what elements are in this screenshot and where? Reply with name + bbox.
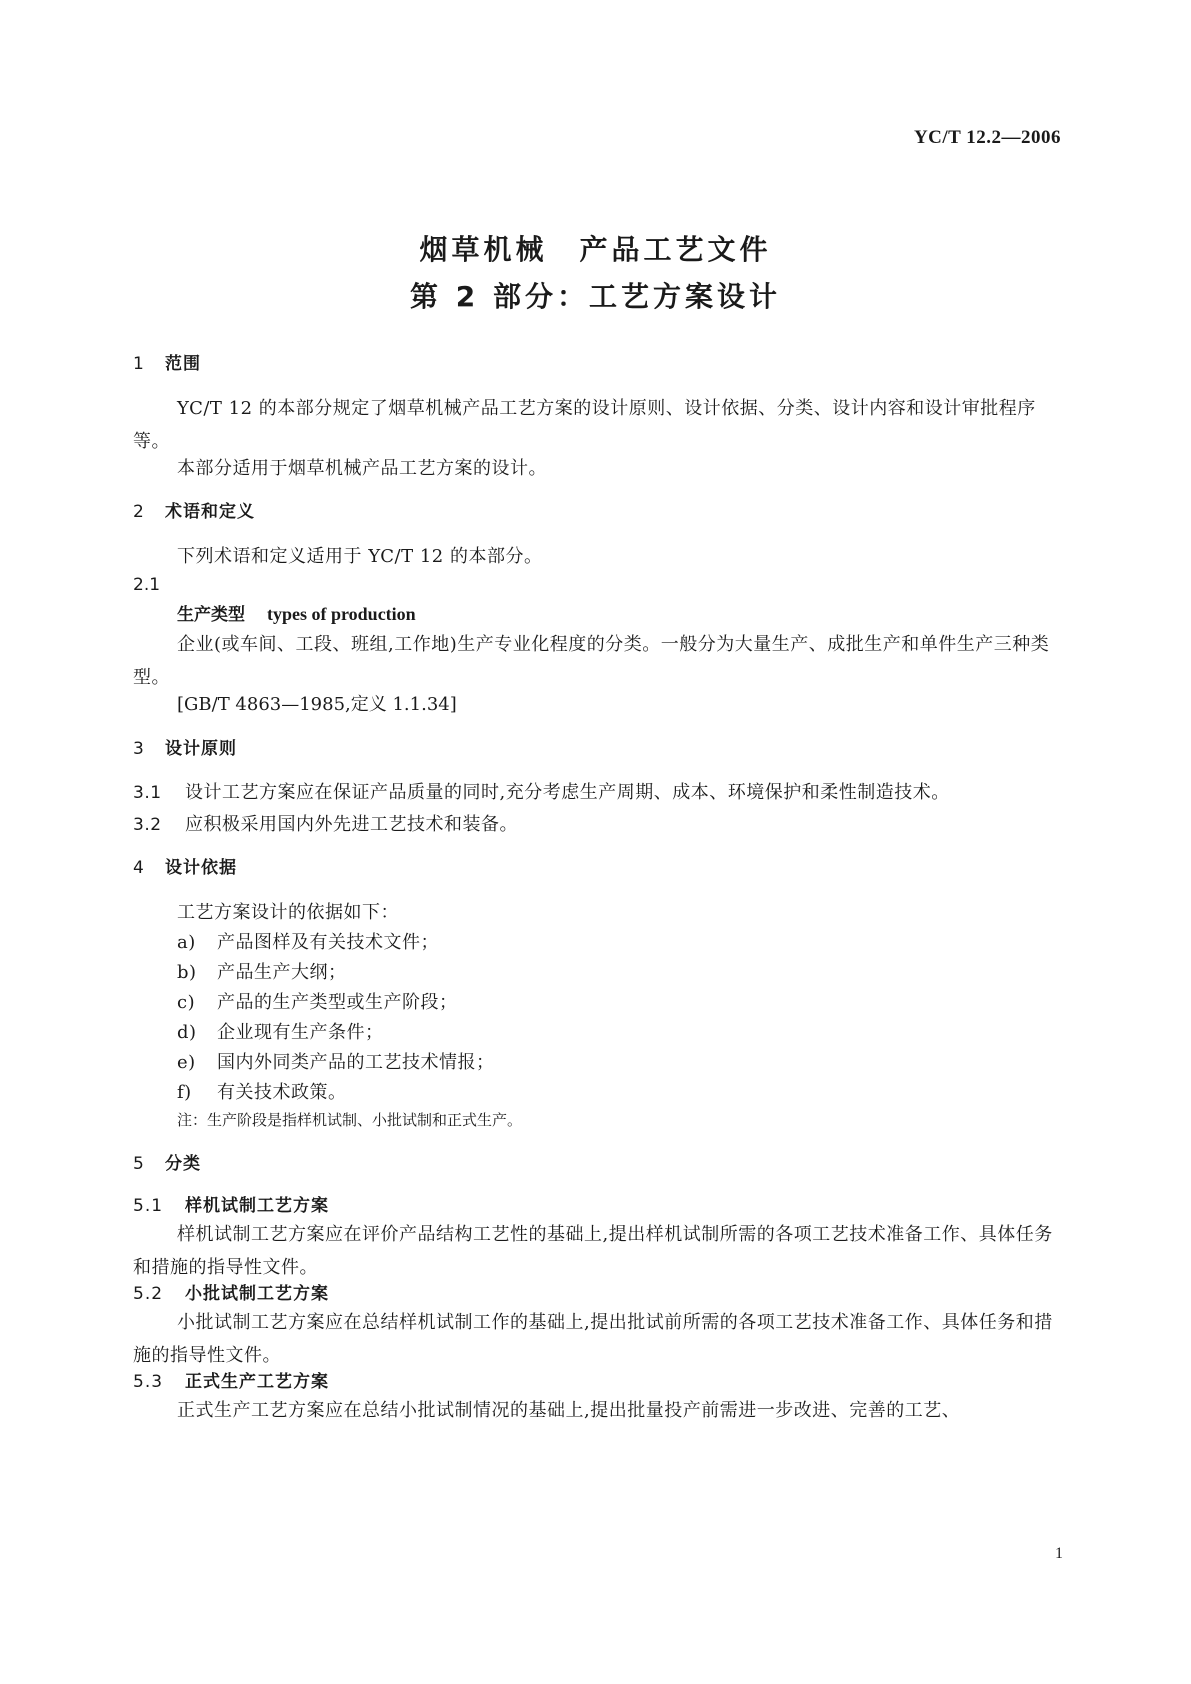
page-number: 1 (1055, 1545, 1063, 1562)
list-label: b) (177, 962, 197, 983)
subsection-number: 2.1 (133, 575, 161, 595)
section-title: 设计依据 (165, 858, 237, 878)
document-title-line2: 第 2 部分：工艺方案设计 (410, 280, 781, 313)
list-item (133, 956, 1107, 989)
section-number: 2 (133, 502, 145, 522)
term-source: [GB/T 4863—1985,定义 1.1.34] (177, 694, 457, 715)
section-title: 设计原则 (165, 739, 237, 759)
list-text: 有关技术政策。 (217, 1082, 347, 1103)
list-label: f) (177, 1082, 192, 1103)
term-english: types of production (267, 604, 416, 624)
list-item (133, 1016, 1107, 1049)
clause-3-2 (133, 808, 1063, 842)
subsection-5-2-text: 小批试制工艺方案应在总结样机试制工作的基础上,提出批试前所需的各项工艺技术准备工作、具体任务和措施的指导性文件。 (133, 1312, 1053, 1366)
clause-3-1 (133, 776, 1063, 810)
subsection-number: 5.2 (133, 1284, 164, 1304)
section-1-heading (133, 348, 1063, 381)
subsection-title: 小批试制工艺方案 (185, 1284, 329, 1304)
clause-number: 3.2 (133, 815, 162, 835)
section-2-paragraph-1: 下列术语和定义适用于 YC/T 12 的本部分。 (177, 546, 543, 567)
section-4-intro: 工艺方案设计的依据如下： (177, 902, 399, 923)
note: 注：生产阶段是指样机试制、小批试制和正式生产。 (177, 1111, 523, 1129)
clause-text: 应积极采用国内外先进工艺技术和装备。 (185, 814, 518, 835)
list-item (133, 986, 1107, 1019)
list-label: c) (177, 992, 196, 1013)
subsection-number: 5.3 (133, 1372, 164, 1392)
subsection-5-3-text: 正式生产工艺方案应在总结小批试制情况的基础上,提出批量投产前需进一步改进、完善的工艺、 (177, 1400, 961, 1421)
section-3-heading (133, 733, 1063, 766)
clause-text: 设计工艺方案应在保证产品质量的同时,充分考虑生产周期、成本、环境保护和柔性制造技术。 (185, 782, 950, 803)
list-text: 企业现有生产条件； (217, 1022, 384, 1043)
list-text: 产品图样及有关技术文件； (217, 932, 439, 953)
list-label: a) (177, 932, 196, 953)
section-1-paragraph-1: YC/T 12 的本部分规定了烟草机械产品工艺方案的设计原则、设计依据、分类、设计内容和设计审批程序等。 (133, 398, 1036, 452)
section-4-heading (133, 852, 1063, 885)
subsection-title: 样机试制工艺方案 (185, 1196, 329, 1216)
section-title: 分类 (165, 1154, 201, 1174)
section-title: 范围 (165, 354, 201, 374)
subsection-title: 正式生产工艺方案 (185, 1372, 329, 1392)
term-definition: 企业(或车间、工段、班组,工作地)生产专业化程度的分类。一般分为大量生产、成批生产和单件生产三种类型。 (133, 634, 1050, 688)
term-chinese: 生产类型 (177, 605, 245, 625)
section-number: 4 (133, 858, 145, 878)
list-text: 产品的生产类型或生产阶段； (217, 992, 458, 1013)
subsection-number: 5.1 (133, 1196, 164, 1216)
section-number: 3 (133, 739, 145, 759)
section-number: 5 (133, 1154, 145, 1174)
list-item (133, 1046, 1107, 1079)
standard-code: YC/T 12.2—2006 (913, 127, 1061, 148)
section-5-heading (133, 1148, 1063, 1181)
section-title: 术语和定义 (165, 502, 255, 522)
term-entry (133, 598, 1107, 632)
list-label: d) (177, 1022, 197, 1043)
section-1-paragraph-2: 本部分适用于烟草机械产品工艺方案的设计。 (177, 458, 547, 479)
list-item (133, 926, 1107, 959)
document-title-line1: 烟草机械 产品工艺文件 (419, 233, 772, 266)
section-2-heading (133, 496, 1063, 529)
section-number: 1 (133, 354, 145, 374)
subsection-2-1-number (133, 568, 1063, 602)
list-label: e) (177, 1052, 196, 1073)
list-text: 国内外同类产品的工艺技术情报； (217, 1052, 495, 1073)
subsection-5-1-text: 样机试制工艺方案应在评价产品结构工艺性的基础上,提出样机试制所需的各项工艺技术准备工作、具体任务和措施的指导性文件。 (133, 1224, 1053, 1278)
clause-number: 3.1 (133, 783, 162, 803)
list-text: 产品生产大纲； (217, 962, 347, 983)
